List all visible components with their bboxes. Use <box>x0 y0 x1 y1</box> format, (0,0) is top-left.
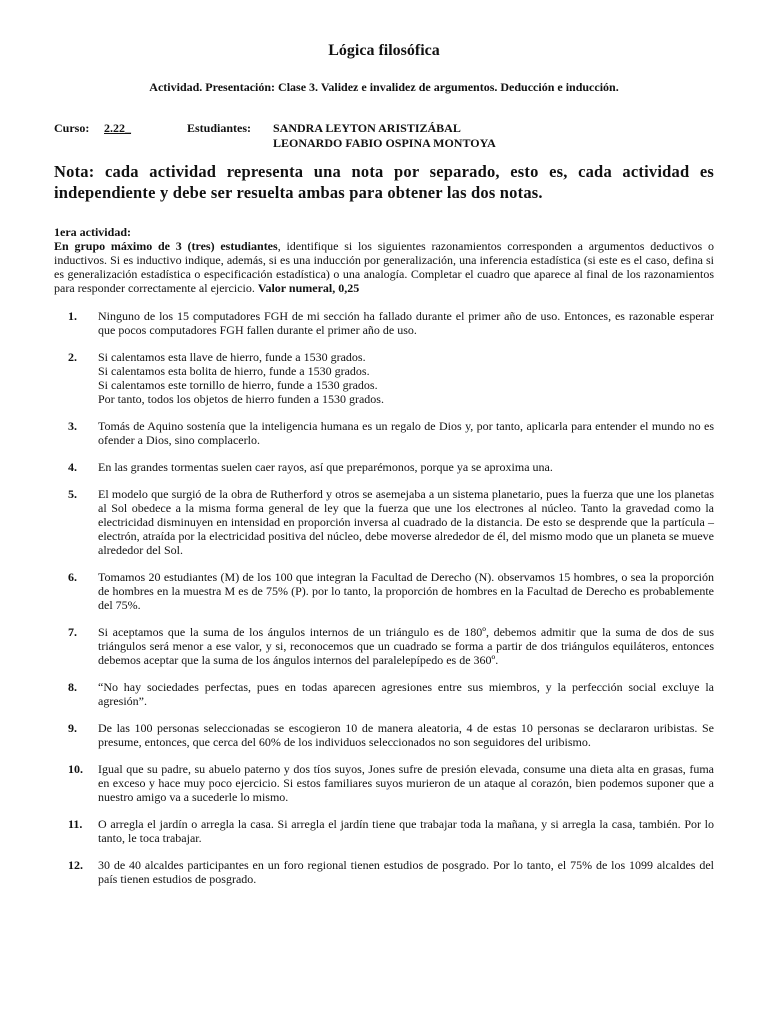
item-text <box>98 350 714 406</box>
document-title: Lógica filosófica <box>328 42 440 59</box>
list-item <box>54 309 714 337</box>
item-number-text: 12. <box>68 858 83 872</box>
item-text <box>98 762 714 804</box>
item-line: 30 de 40 alcaldes participantes en un foro regional tienen estudios de posgrado. Por lo tanto, el 75% de los 1099 alcaldes del país tienen estudios de posgrado. <box>98 858 714 886</box>
item-number <box>54 625 98 667</box>
item-line: Si calentamos esta llave de hierro, funde a 1530 grados. <box>98 350 366 364</box>
item-line: Si calentamos este tornillo de hierro, funde a 1530 grados. <box>98 378 378 392</box>
list-item <box>54 487 714 557</box>
item-line: En las grandes tormentas suelen caer rayos, así que preparémonos, porque ya se aproxima una. <box>98 460 553 474</box>
item-line: Tomamos 20 estudiantes (M) de los 100 que integran la Facultad de Derecho (N). observamos 15 hombres, o sea la proporción de hombres en la muestra M es de 75% (P). por lo tanto, la proporción de hombres en la Facultad de Derecho es probablemente del 75%. <box>98 570 714 612</box>
item-line: Tomás de Aquino sostenía que la inteligencia humana es un regalo de Dios y, por tanto, aplicarla para entender el mundo no es ofender a Dios, sino complacerlo. <box>98 419 714 447</box>
item-number-text: 4. <box>68 460 77 474</box>
item-line: El modelo que surgió de la obra de Rutherford y otros se asemejaba a un sistema planetario, pues la fuerza que une los planetas al Sol obedece a la misma forma general de ley que la fuerza que une los electrones al núcleo. Tanto la gravedad como la electricidad disminuyen en intensidad en proporción inversa al cuadrado de la distancia. De esto se desprende que la partícula – electrón, atraída por la electricidad positiva del núcleo, debe moverse alrededor de él, del mismo modo que un planeta se mueve alrededor del Sol. <box>98 487 714 557</box>
list-item <box>54 858 714 886</box>
item-line: Si aceptamos que la suma de los ángulos internos de un triángulo es de 180º, debemos admitir que la suma de dos de sus triángulos será menor a ese valor, y si, reconocemos que un cuadrado se forma a partir de dos triángulos equiláteros, entonces debemos aceptar que la suma de los ángulos internos del paralelepípedo es de 360º. <box>98 625 714 667</box>
list-item <box>54 570 714 612</box>
item-number <box>54 309 98 337</box>
intro-value: Valor numeral, 0,25 <box>257 281 360 295</box>
item-line: Si calentamos esta bolita de hierro, funde a 1530 grados. <box>98 364 370 378</box>
intro-bold: En grupo máximo de 3 (tres) estudiantes <box>54 239 278 253</box>
item-number <box>54 350 98 406</box>
list-item <box>54 680 714 708</box>
item-text <box>98 570 714 612</box>
item-number <box>54 487 98 557</box>
item-number <box>54 419 98 447</box>
list-item <box>54 625 714 667</box>
item-line: Igual que su padre, su abuelo paterno y dos tíos suyos, Jones sufre de presión elevada, consume una dieta alta en grasas, fuma en exceso y hace muy poco ejercicio. Si estos familiares suyos murieron de un ataque al corazón, bien podemos suponer que a nuestro amigo va a sucederle lo mismo. <box>98 762 714 804</box>
item-number <box>54 680 98 708</box>
item-text <box>98 419 714 447</box>
item-number-text: 1. <box>68 309 77 323</box>
item-number <box>54 858 98 886</box>
list-item <box>54 419 714 447</box>
activity1-instructions <box>54 239 714 295</box>
curso-label: Curso: <box>54 121 90 135</box>
item-number <box>54 460 98 474</box>
list-item <box>54 817 714 845</box>
item-line: Por tanto, todos los objetos de hierro funden a 1530 grados. <box>98 392 384 406</box>
item-number-text: 2. <box>68 350 77 364</box>
list-item <box>54 350 714 406</box>
item-text <box>98 309 714 337</box>
list-item <box>54 762 714 804</box>
item-text <box>98 460 714 474</box>
item-line: “No hay sociedades perfectas, pues en todas aparecen agresiones entre sus miembros, y la perfección social excluye la agresión”. <box>98 680 714 708</box>
item-number-text: 7. <box>68 625 77 639</box>
item-text <box>98 487 714 557</box>
estudiantes-label: Estudiantes: <box>187 121 252 135</box>
item-line: De las 100 personas seleccionadas se escogieron 10 de manera aleatoria, 4 de estas 10 personas se declararon uribistas. Se presume, entonces, que cerca del 60% de los individuos seleccionados no son seguidores del uribismo. <box>98 721 714 749</box>
item-text <box>98 817 714 845</box>
list-item <box>54 721 714 749</box>
item-number-text: 9. <box>68 721 77 735</box>
item-text <box>98 680 714 708</box>
item-number <box>54 721 98 749</box>
item-number-text: 3. <box>68 419 77 433</box>
item-number-text: 5. <box>68 487 77 501</box>
activity-subtitle: Actividad. Presentación: Clase 3. Validez e invalidez de argumentos. Deducción e inducción. <box>149 80 619 94</box>
item-number-text: 11. <box>68 817 83 831</box>
list-item <box>54 460 714 474</box>
item-number-text: 8. <box>68 680 77 694</box>
item-number-text: 6. <box>68 570 77 584</box>
item-line: O arregla el jardín o arregla la casa. Si arregla el jardín tiene que trabajar toda la mañana, y si arregla la casa, también. Por lo tanto, le toca trabajar. <box>98 817 714 845</box>
student-names <box>273 121 496 151</box>
item-number <box>54 762 98 804</box>
course-students-block <box>54 121 714 151</box>
student-name: SANDRA LEYTON ARISTIZÁBAL <box>273 121 461 135</box>
item-text <box>98 858 714 886</box>
item-text <box>98 721 714 749</box>
item-number <box>54 570 98 612</box>
reasoning-list <box>54 309 714 886</box>
item-text <box>98 625 714 667</box>
intro-text: , identifique si los siguientes razonamientos corresponden a argumentos deductivos o inductivos. Si es inductivo indique, además, si es una inducción por generalización, una inferencia estadística (si este es el caso, defina si es generalización estadística o especificación estadística) o una analogía. Completar el cuadro que aparece al final de los razonamientos para responder correctamente al ejercicio. <box>54 239 714 295</box>
curso-value: 2.22_ <box>104 121 131 135</box>
item-number-text: 10. <box>68 762 83 776</box>
nota-paragraph: Nota: cada actividad representa una nota por separado, esto es, cada actividad es independiente y debe ser resuelta ambas para obtener las dos notas. <box>54 162 714 202</box>
student-name: LEONARDO FABIO OSPINA MONTOYA <box>273 136 496 150</box>
item-number <box>54 817 98 845</box>
item-line: Ninguno de los 15 computadores FGH de mi sección ha fallado durante el primer año de uso. Entonces, es razonable esperar que pocos computadores FGH fallen durante el primer año de uso. <box>98 309 714 337</box>
activity1-heading: 1era actividad: <box>54 225 131 239</box>
